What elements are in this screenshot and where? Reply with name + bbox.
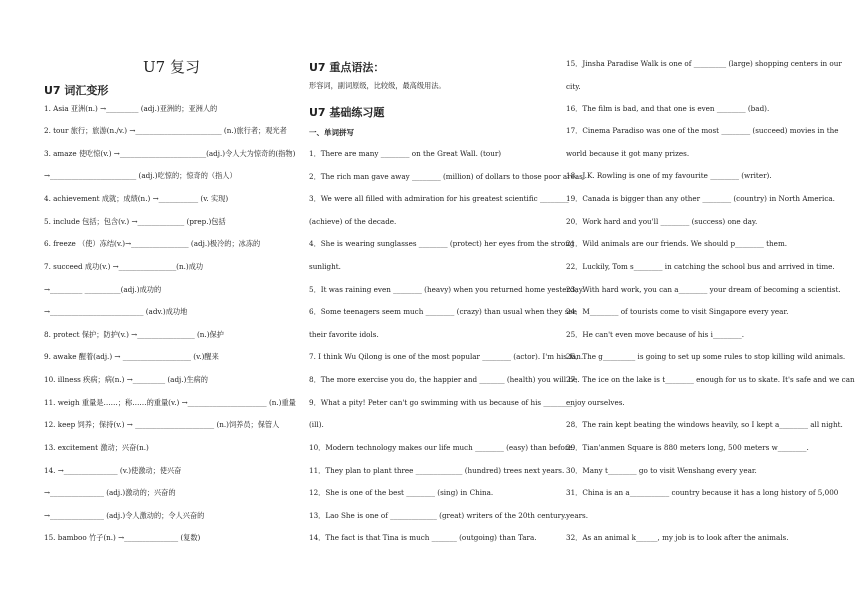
exercise-line: 25．He can't even move because of his i________. — [566, 330, 744, 339]
vocab-line: 7. succeed 成功(v.) →________________(n.)成功 — [44, 262, 204, 271]
exercise-line: 32．As an animal k______, my job is to look after the animals. — [566, 533, 789, 542]
exercise-line: 30．Many t________ go to visit Wenshang every year. — [566, 466, 757, 475]
exercise-line: 15．Jinsha Paradise Walk is one of _________ (large) shopping centers in our — [566, 59, 842, 68]
exercise-line: their favorite idols. — [309, 330, 379, 339]
exercise-line: enjoy ourselves. — [566, 398, 625, 407]
vocab-line: →_________ __________(adj.)成功的 — [44, 285, 162, 294]
exercise-line: 21．Wild animals are our friends. We should p________ them. — [566, 239, 788, 248]
exercise-line: 22．Luckily, Tom s________ in catching the school bus and arrived in time. — [566, 262, 835, 271]
exercise-line: 1．There are many ________ on the Great Wall. (tour) — [309, 149, 502, 158]
exercise-line: 11．They plan to plant three _____________ (hundred) trees next years. — [309, 466, 565, 475]
exercise-line: 26．The g_________ is going to set up some rules to stop killing wild animals. — [566, 352, 846, 361]
exercise-line: (ill). — [309, 420, 324, 429]
exercise-line: 10．Modern technology makes our life much ________ (easy) than before. — [309, 443, 575, 452]
vocab-line: 15. bamboo 竹子(n.) →_______________ (复数) — [44, 533, 201, 542]
vocab-line: 3. amaze 使吃惊(v.) →________________________(adj.)令人大为惊奇的(指物) — [44, 149, 296, 158]
exercise-line: city. — [566, 82, 581, 91]
vocab-line: 14. →_______________ (v.)使激动；使兴奋 — [44, 466, 182, 475]
exercise-line: 28．The rain kept beating the windows heavily, so I kept a________ all night. — [566, 420, 843, 429]
exercise-line: 24．M________ of tourists come to visit Singapore every year. — [566, 307, 789, 316]
exercise-line: 8．The more exercise you do, the happier and _______ (health) you will be. — [309, 375, 580, 384]
exercise-line: (achieve) of the decade. — [309, 217, 397, 226]
vocab-line: 4. achievement 成就；成绩(n.) →___________ (v. 实现) — [44, 194, 229, 203]
practice-heading: U7 基础练习题 — [309, 106, 385, 119]
exercise-line: 6．Some teenagers seem much ________ (crazy) than usual when they see — [309, 307, 577, 316]
exercise-line: sunlight. — [309, 262, 341, 271]
exercise-line: 5．It was raining even ________ (heavy) when you returned home yesterday. — [309, 285, 585, 294]
exercise-line: 14．The fact is that Tina is much _______ (outgoing) than Tara. — [309, 533, 537, 542]
exercise-line: 18．J.K. Rowling is one of my favourite ________ (writer). — [566, 171, 772, 180]
exercise-line: 27．The ice on the lake is t________ enough for us to skate. It's safe and we can — [566, 375, 855, 384]
vocab-line: 13. excitement 激动；兴奋(n.) — [44, 443, 149, 452]
exercise-line: 4．She is wearing sunglasses ________ (protect) her eyes from the strong — [309, 239, 575, 248]
exercise-line: 9．What a pity! Peter can't go swimming with us because of his ________ — [309, 398, 573, 407]
page-title: U7 复习 — [143, 58, 200, 76]
vocab-line: 2. tour 旅行；旅游(n./v.) →________________________ (n.)旅行者；观光者 — [44, 126, 287, 135]
vocab-line: →_______________ (adj.)激动的；兴奋的 — [44, 488, 176, 497]
vocab-line: →__________________________ (adv.)成功地 — [44, 307, 188, 316]
exercise-line: 20．Work hard and you'll ________ (success) one day. — [566, 217, 758, 226]
vocab-line: →________________________ (adj.)吃惊的；惊奇的（指人） — [44, 171, 237, 180]
exercise-line: 7. I think Wu Qilong is one of the most popular ________ (actor). I'm his fan. — [309, 352, 584, 361]
vocab-line: 6. freeze （使）冻结(v.)→________________ (adj.)极冷的；冰冻的 — [44, 239, 261, 248]
exercise-line: 12．She is one of the best ________ (sing) in China. — [309, 488, 494, 497]
vocab-line: 1. Asia 亚洲(n.) →_________ (adj.)亚洲的；亚洲人的 — [44, 104, 218, 113]
exercise-line: 19．Canada is bigger than any other ________ (country) in North America. — [566, 194, 835, 203]
vocab-line: 5. include 包括；包含(v.) →_____________ (prep.)包括 — [44, 217, 226, 226]
vocab-line: 11. weigh 重量是……；称……的重量(v.) →______________________ (n.)重量 — [44, 398, 296, 407]
exercise-line: 23．With hard work, you can a________ your dream of becoming a scientist. — [566, 285, 841, 294]
grammar-heading: U7 重点语法： — [309, 61, 385, 74]
exercise-line: 29．Tian'anmen Square is 880 meters long, 500 meters w________. — [566, 443, 809, 452]
exercise-line: 3．We were all filled with admiration for his greatest scientific ________ — [309, 194, 569, 203]
exercise-line: 17．Cinema Paradiso was one of the most ________ (succeed) movies in the — [566, 126, 839, 135]
vocab-line: 12. keep 饲养；保持(v.) → ______________________ (n.)饲养员；保管人 — [44, 420, 280, 429]
vocab-line: 9. awake 醒着(adj.) → ___________________ (v.)醒来 — [44, 352, 219, 361]
vocab-line: 8. protect 保护；防护(v.) →________________ (n.)保护 — [44, 330, 224, 339]
exercise-line: years. — [566, 511, 589, 520]
exercise-line: 16．The film is bad, and that one is even ________ (bad). — [566, 104, 770, 113]
exercise-line: world because it got many prizes. — [566, 149, 690, 158]
vocab-heading: U7 词汇变形 — [44, 84, 109, 97]
vocab-line: →_______________ (adj.)令人激动的；令人兴奋的 — [44, 511, 205, 520]
exercise-line: 13．Lao She is one of _____________ (great) writers of the 20th century. — [309, 511, 567, 520]
vocab-line: 10. illness 疾病；病(n.) →_________ (adj.)生病的 — [44, 375, 208, 384]
section-label: 一、单词拼写 — [309, 128, 354, 137]
grammar-note: 形容词，副词原级，比较级，最高级用法。 — [309, 81, 446, 90]
exercise-line: 31．China is an a___________ country because it has a long history of 5,000 — [566, 488, 839, 497]
exercise-line: 2．The rich man gave away ________ (million) of dollars to those poor areas. — [309, 172, 586, 181]
